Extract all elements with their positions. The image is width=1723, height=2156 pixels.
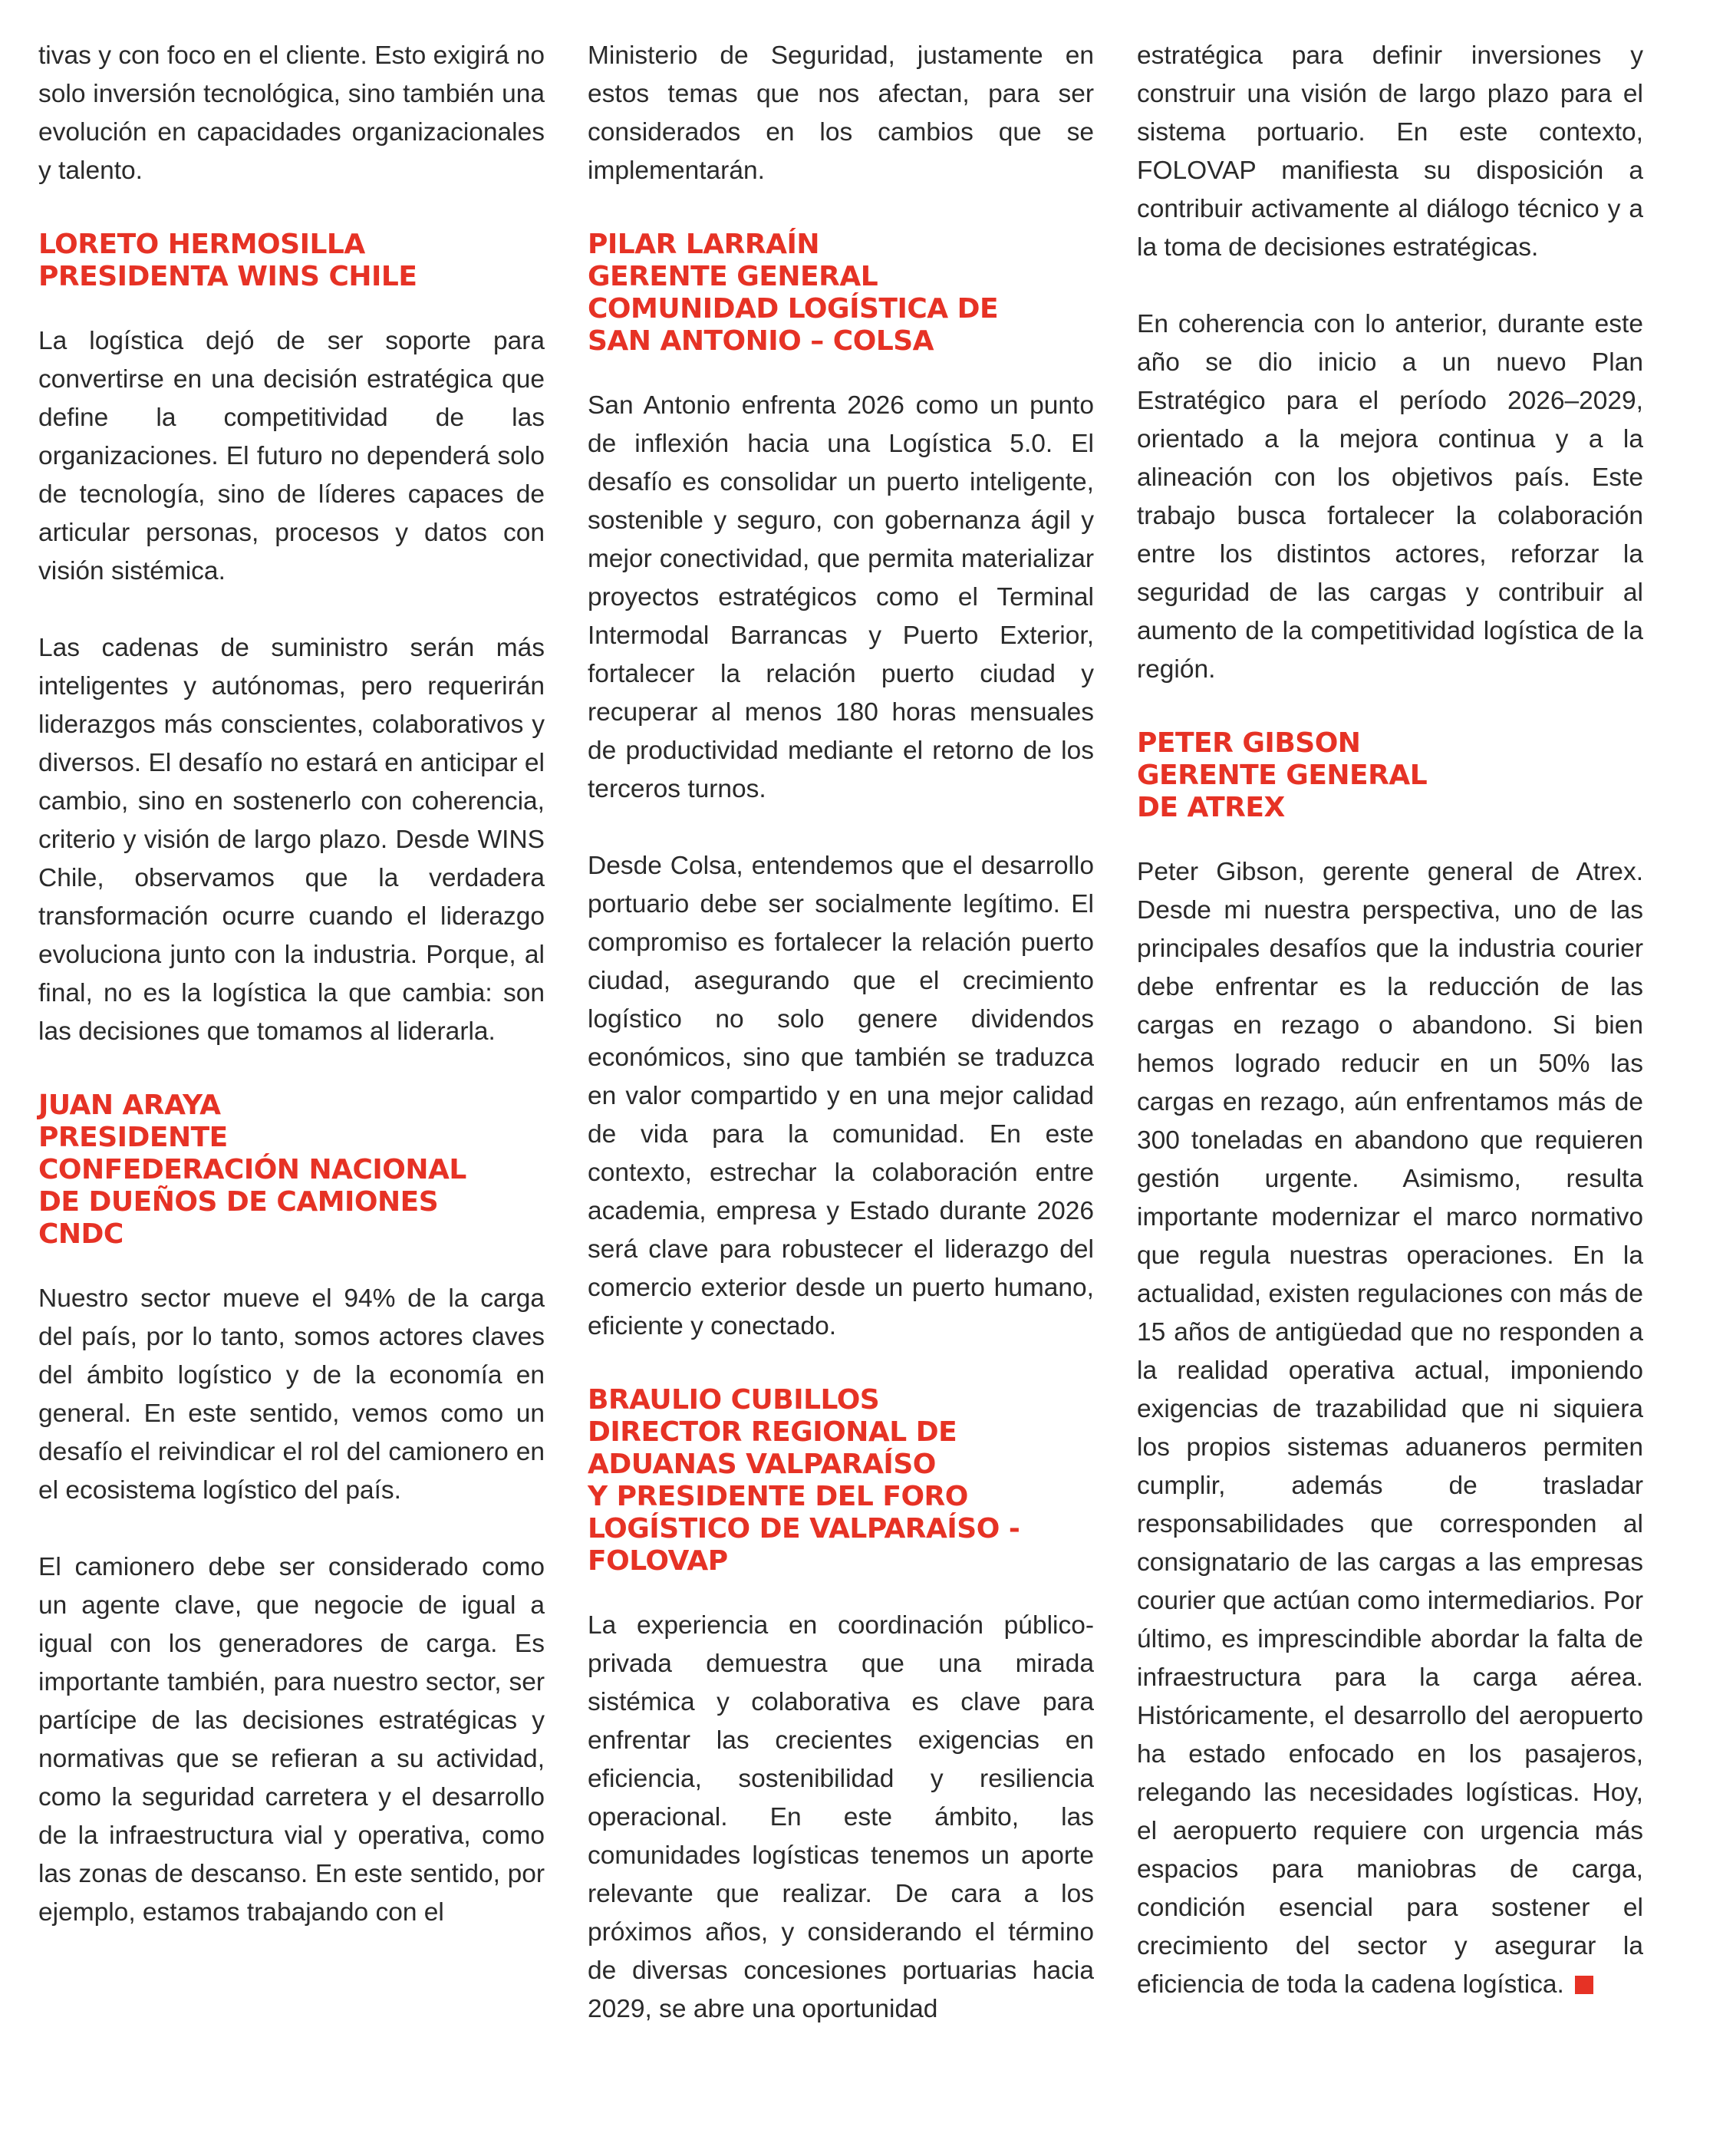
paragraph-text: estratégica para definir inversiones y construir una visión de largo plazo para el sistema portuario. En este contexto, FOLOVAP manifiesta su disposición a contribuir activamente al diálogo técnico y a la toma de decisiones estratégicas.: [1137, 41, 1643, 262]
body-paragraph: [1137, 853, 1643, 2004]
body-paragraph: [38, 37, 545, 190]
speaker-title-line: FOLOVAP: [588, 1545, 728, 1577]
body-paragraph: [1137, 305, 1643, 689]
speaker-heading: [588, 229, 1094, 358]
paragraph-text: Ministerio de Seguridad, justamente en estos temas que nos afectan, para ser considerados en los cambios que se implementarán.: [588, 41, 1094, 185]
speaker-title-line: CONFEDERACIÓN NACIONAL: [38, 1154, 466, 1185]
speaker-title-line: GERENTE GENERAL: [1137, 760, 1428, 791]
paragraph-text: El camionero debe ser considerado como un agente clave, que negocie de igual a igual con los generadores de carga. Es importante también, para nuestro sector, ser partícipe de las decisiones estratégicas y normativas que se refieran a su actividad, como la seguridad carretera y el desarrollo de la infraestructura vial y operativa, como las zonas de descanso. En este sentido, por ejemplo, estamos trabajando con el: [38, 1553, 545, 1927]
body-paragraph: [38, 322, 545, 591]
paragraph-text: Peter Gibson, gerente general de Atrex. Desde mi nuestra perspectiva, uno de las principales desafíos que la industria courier debe enfrentar es la reducción de las cargas en rezago o abandono. Si bien hemos logrado reducir en un 50% las cargas en rezago, aún enfrentamos más de 300 toneladas en abandono que requieren gestión urgente. Asimismo, resulta importante modernizar el marco normativo que regula nuestras operaciones. En la actualidad, existen regulaciones con más de 15 años de antigüedad que no responden a la realidad operativa actual, imponiendo exigencias de trazabilidad que ni siquiera los propios sistemas aduaneros permiten cumplir, además de trasladar responsabilidades que corresponden al consignatario de las cargas a las empresas courier que actúan como intermediarios. Por último, es imprescindible abordar la falta de infraestructura para la carga aérea. Históricamente, el desarrollo del aeropuerto ha estado enfocado en los pasajeros, relegando las necesidades logísticas. Hoy, el aeropuerto requiere con urgencia más espacios para maniobras de carga, condición esencial para sostener el crecimiento del sector y asegurar la eficiencia de toda la cadena logística.: [1137, 858, 1643, 1999]
paragraph-text: Desde Colsa, entendemos que el desarrollo portuario debe ser socialmente legítimo. El compromiso es fortalecer la relación puerto ciudad, asegurando que el crecimiento logístico no solo genere dividendos económicos, sino que también se traduzca en valor compartido y en una mejor calidad de vida para la comunidad. En este contexto, estrechar la colaboración entre academia, empresa y Estado durante 2026 será clave para robustecer el liderazgo del comercio exterior desde un puerto humano, eficiente y conectado.: [588, 852, 1094, 1340]
speaker-title-line: GERENTE GENERAL: [588, 261, 878, 292]
paragraph-text: La logística dejó de ser soporte para convertirse en una decisión estratégica que define la competitividad de las organizaciones. El futuro no dependerá solo de tecnología, sino de líderes capaces de articular personas, procesos y datos con visión sistémica.: [38, 327, 545, 585]
column-1: [38, 37, 545, 1970]
speaker-name: PETER GIBSON: [1137, 727, 1361, 759]
speaker-heading: [1137, 727, 1643, 824]
body-paragraph: [38, 1548, 545, 1932]
end-of-article-square-icon: [1575, 1976, 1593, 1994]
speaker-name: BRAULIO CUBILLOS: [588, 1384, 880, 1416]
speaker-title-line: DIRECTOR REGIONAL DE: [588, 1416, 957, 1448]
speaker-title-line: SAN ANTONIO – COLSA: [588, 325, 934, 357]
body-paragraph: [1137, 37, 1643, 267]
speaker-title-line: DE ATREX: [1137, 792, 1285, 823]
paragraph-text: La experiencia en coordinación público-privada demuestra que una mirada sistémica y colaborativa es clave para enfrentar las crecientes exigencias en eficiencia, sostenibilidad y resiliencia operacional. En este ámbito, las comunidades logísticas tenemos un aporte relevante que realizar. De cara a los próximos años, y considerando el término de diversas concesiones portuarias hacia 2029, se abre una oportunidad: [588, 1611, 1094, 2023]
paragraph-text: San Antonio enfrenta 2026 como un punto de inflexión hacia una Logística 5.0. El desafío es consolidar un puerto inteligente, sostenible y seguro, con gobernanza ágil y mejor conectividad, que permita materializar proyectos estratégicos como el Terminal Intermodal Barrancas y Puerto Exterior, fortalecer la relación puerto ciudad y recuperar al menos 180 horas mensuales de productividad mediante el retorno de los terceros turnos.: [588, 391, 1094, 803]
body-paragraph: [588, 387, 1094, 809]
speaker-heading: [38, 229, 545, 293]
body-paragraph: [588, 847, 1094, 1346]
speaker-title-line: ADUANAS VALPARAÍSO: [588, 1449, 936, 1480]
body-paragraph: [38, 1280, 545, 1510]
column-3: [1137, 37, 1643, 2042]
speaker-title-line: DE DUEÑOS DE CAMIONES: [38, 1186, 439, 1218]
paragraph-text: Las cadenas de suministro serán más inteligentes y autónomas, pero requerirán liderazgos más conscientes, colaborativos y diversos. El desafío no estará en anticipar el cambio, sino en sostenerlo con coherencia, criterio y visión de largo plazo. Desde WINS Chile, observamos que la verdadera transformación ocurre cuando el liderazgo evoluciona junto con la industria. Porque, al final, no es la logística la que cambia: son las decisiones que tomamos al liderarla.: [38, 634, 545, 1046]
body-paragraph: [588, 1607, 1094, 2029]
speaker-name: PILAR LARRAÍN: [588, 229, 819, 260]
paragraph-text: Nuestro sector mueve el 94% de la carga del país, por lo tanto, somos actores claves del ámbito logístico y de la economía en general. En este sentido, vemos como un desafío el reivindicar el rol del camionero en el ecosistema logístico del país.: [38, 1284, 545, 1505]
paragraph-text: En coherencia con lo anterior, durante este año se dio inicio a un nuevo Plan Estratégico para el período 2026–2029, orientado a la mejora continua y a la alineación con los objetivos país. Este trabajo busca fortalecer la colaboración entre los distintos actores, reforzar la seguridad de las cargas y contribuir al aumento de la competitividad logística de la región.: [1137, 310, 1643, 684]
body-paragraph: [588, 37, 1094, 190]
speaker-heading: [38, 1090, 545, 1251]
speaker-title-line: CNDC: [38, 1218, 124, 1250]
speaker-name: JUAN ARAYA: [38, 1090, 221, 1121]
speaker-heading: [588, 1384, 1094, 1577]
paragraph-text: tivas y con foco en el cliente. Esto exigirá no solo inversión tecnológica, sino también una evolución en capacidades organizacionales y talento.: [38, 41, 545, 185]
speaker-name: LORETO HERMOSILLA: [38, 229, 365, 260]
body-paragraph: [38, 629, 545, 1051]
speaker-title-line: PRESIDENTA WINS CHILE: [38, 261, 417, 292]
speaker-title-line: COMUNIDAD LOGÍSTICA DE: [588, 293, 999, 325]
speaker-title-line: Y PRESIDENTE DEL FORO: [588, 1481, 968, 1512]
speaker-title-line: PRESIDENTE: [38, 1122, 228, 1153]
speaker-title-line: LOGÍSTICO DE VALPARAÍSO -: [588, 1513, 1020, 1544]
column-2: [588, 37, 1094, 2067]
